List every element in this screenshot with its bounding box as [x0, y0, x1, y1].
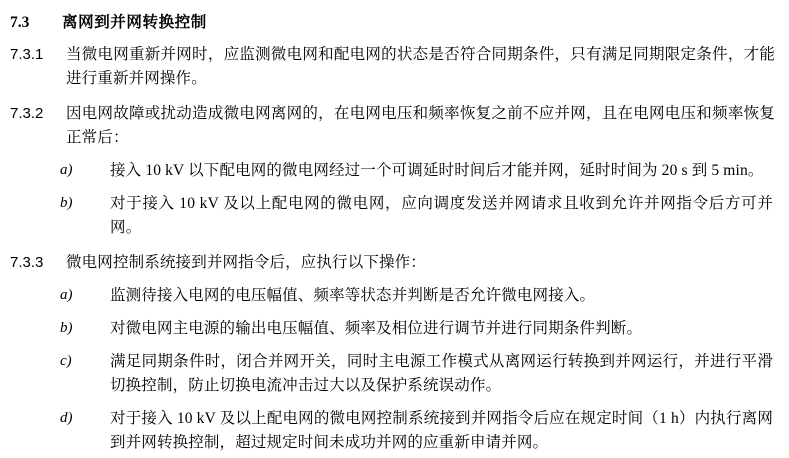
list-item-marker: c)	[60, 353, 72, 370]
document-page	[0, 10, 789, 458]
list-item	[0, 317, 789, 341]
clause-text: 因电网故障或扰动造成微电网离网的，在电网电压和频率恢复之前不应并网，且在电网电压和频率恢复正常后：	[66, 105, 775, 147]
clause-number: 7.3.2	[10, 105, 44, 123]
list-item	[0, 159, 789, 183]
list-item	[0, 407, 789, 455]
list-item-text: 监测待接入电网的电压幅值、频率等状态并判断是否允许微电网接入。	[110, 287, 596, 305]
clause-text: 当微电网重新并网时，应监测微电网和配电网的状态是否符合同期条件，只有满足同期限定条件，才能进行重新并网操作。	[66, 46, 775, 88]
clause-7-3-3-items	[0, 284, 789, 455]
clause-number: 7.3.1	[10, 46, 44, 63]
list-item-marker: a)	[60, 162, 73, 179]
list-item-text: 对于接入 10 kV 及以上配电网的微电网控制系统接到并网指令后应在规定时间（1 h）内执行离网到并网转换控制，超过规定时间未成功并网的应重新申请并网。	[110, 410, 773, 452]
section-title: 离网到并网转换控制	[62, 14, 207, 31]
list-item-text: 接入 10 kV 以下配电网的微电网经过一个可调延时时间后才能并网，延时时间为 20 s 到 5 min。	[110, 162, 764, 180]
list-item-marker: b)	[60, 195, 73, 212]
list-item-text: 满足同期条件时，闭合并网开关，同时主电源工作模式从离网运行转换到并网运行，并进行平滑切换控制，防止切换电流冲击过大以及保护系统误动作。	[110, 353, 773, 395]
list-item-text: 对于接入 10 kV 及以上配电网的微电网，应向调度发送并网请求且收到允许并网指令后方可并网。	[110, 195, 773, 237]
list-item-marker: a)	[60, 287, 73, 304]
list-item	[0, 284, 789, 308]
clause-7-3-2-items	[0, 159, 789, 240]
clause-number: 7.3.3	[10, 254, 44, 272]
list-item-marker: d)	[60, 410, 73, 427]
clause-7-3-2	[0, 102, 789, 150]
clause-7-3-1	[0, 43, 789, 91]
list-item	[0, 350, 789, 398]
clause-text: 微电网控制系统接到并网指令后，应执行以下操作：	[66, 254, 426, 272]
list-item-text: 对微电网主电源的输出电压幅值、频率及相位进行调节并进行同期条件判断。	[110, 320, 643, 338]
section-number: 7.3	[10, 14, 30, 31]
list-item	[0, 192, 789, 240]
section-heading	[0, 10, 789, 32]
list-item-marker: b)	[60, 320, 73, 337]
clause-7-3-3	[0, 251, 789, 275]
